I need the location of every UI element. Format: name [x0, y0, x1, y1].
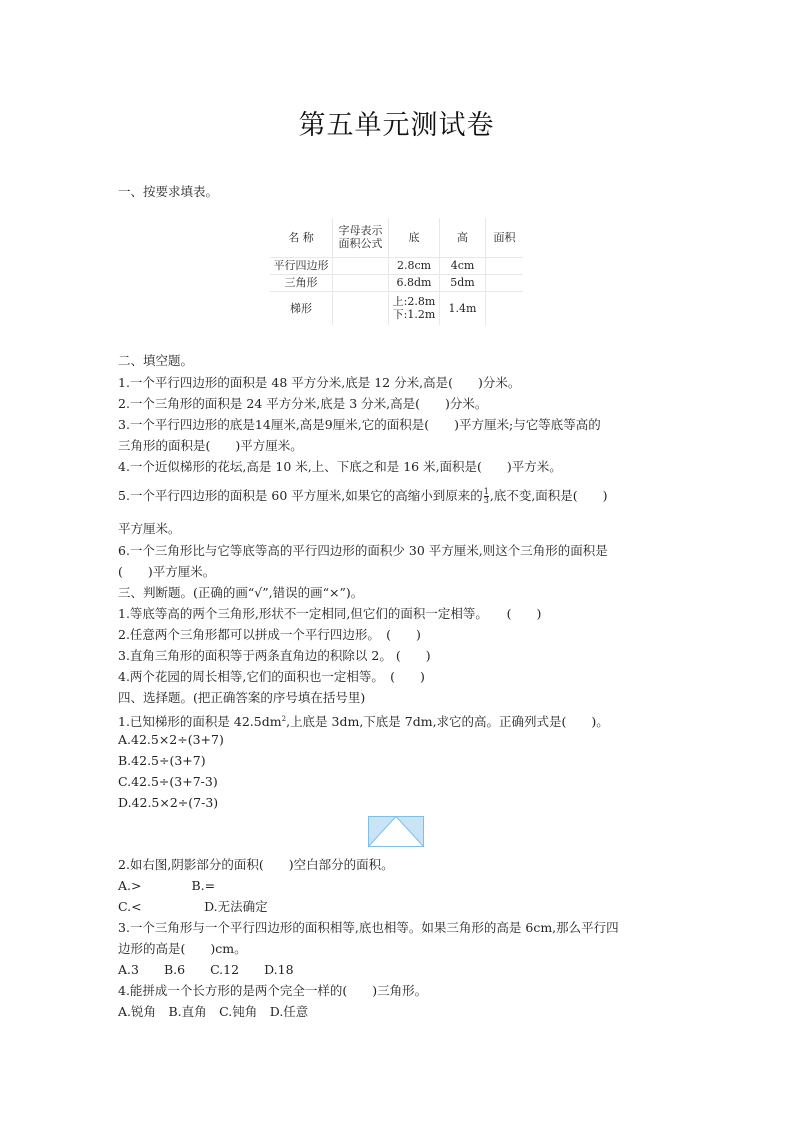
choice-q1-option-d: D.42.5×2÷(7-3): [118, 795, 219, 810]
shaded-rectangle-diagram: [368, 816, 424, 847]
row-formula: [333, 291, 389, 325]
header-name: 名 称: [270, 218, 333, 257]
choice-q1: [118, 711, 609, 730]
fill-table: [270, 218, 523, 325]
section4-heading: 四、选择题。(把正确答案的序号填在括号里): [118, 690, 366, 705]
row-area: [486, 274, 524, 291]
judge-q1: 1.等底等高的两个三角形,形状不一定相同,但它们的面积一定相等。 ( ): [118, 606, 542, 621]
fill-q5-line2: 平方厘米。: [118, 521, 181, 536]
header-formula: [333, 218, 389, 257]
choice-q2-options-cd: C.< D.无法确定: [118, 899, 268, 914]
choice-q1-text-after: ,上底是 3dm,下底是 7dm,求它的高。正确列式是( )。: [286, 714, 609, 730]
header-formula-line2: 面积公式: [338, 237, 383, 251]
choice-q1-option-b: B.42.5÷(3+7): [118, 753, 206, 768]
row-name: 三角形: [270, 274, 333, 291]
fill-q2: 2.一个三角形的面积是 24 平方分米,底是 3 分米,高是( )分米。: [118, 396, 488, 411]
fill-q5-line1: [118, 488, 608, 505]
choice-q3-line2: 边形的高是( )cm。: [118, 941, 247, 956]
row-height: 1.4m: [440, 291, 486, 325]
section1-heading: 一、按要求填表。: [118, 184, 219, 199]
row-area: [486, 257, 524, 274]
row-base: 6.8dm: [389, 274, 440, 291]
section3-heading: 三、判断题。(正确的画“√”,错误的画“×”)。: [118, 585, 364, 600]
header-formula-line1: 字母表示: [338, 224, 383, 238]
fill-q5-text-before: 5.一个平行四边形的面积是 60 平方厘米,如果它的高缩小到原来的: [118, 488, 483, 503]
fill-q4: 4.一个近似梯形的花坛,高是 10 米,上、下底之和是 16 米,面积是( )平方米。: [118, 459, 562, 474]
choice-q2: 2.如右图,阴影部分的面积( )空白部分的面积。: [118, 857, 394, 872]
choice-q1-superscript: 2: [281, 715, 287, 723]
fill-q3-line1: 3.一个平行四边形的底是14厘米,高是9厘米,它的面积是( )平方厘米;与它等底等高的: [118, 417, 601, 432]
choice-q1-option-a: A.42.5×2÷(3+7): [118, 732, 224, 747]
row-base-bottom: 下:1.2m: [392, 308, 436, 322]
choice-q4-options: A.锐角 B.直角 C.钝角 D.任意: [118, 1004, 309, 1019]
fraction-numerator: 1: [483, 487, 489, 496]
row-formula: [333, 274, 389, 291]
choice-q3-options: A.3 B.6 C.12 D.18: [118, 962, 294, 977]
fill-q6-line1: 6.一个三角形比与它等底等高的平行四边形的面积少 30 平方厘米,则这个三角形的面积是: [118, 543, 608, 558]
row-base-top: 上:2.8m: [392, 295, 436, 309]
row-height: 4cm: [440, 257, 486, 274]
row-height: 5dm: [440, 274, 486, 291]
row-formula: [333, 257, 389, 274]
row-base: 2.8cm: [389, 257, 440, 274]
fill-q3-line2: 三角形的面积是( )平方厘米。: [118, 438, 303, 453]
choice-q1-text-before: 1.已知梯形的面积是 42.5dm: [118, 714, 282, 730]
row-base: [389, 291, 440, 325]
choice-q3-line1: 3.一个三角形与一个平行四边形的面积相等,底也相等。如果三角形的高是 6cm,那么平行四: [118, 920, 619, 935]
header-area: 面积: [486, 218, 524, 257]
section2-heading: 二、填空题。: [118, 353, 194, 368]
fill-q1: 1.一个平行四边形的面积是 48 平方分米,底是 12 分米,高是( )分米。: [118, 375, 521, 390]
header-height: 高: [440, 218, 486, 257]
row-name: 梯形: [270, 291, 333, 325]
judge-q4: 4.两个花园的周长相等,它们的面积也一定相等。 ( ): [118, 669, 425, 684]
fill-q5-text-after: ,底不变,面积是( ): [489, 488, 608, 503]
fraction-denominator: 3: [483, 496, 489, 505]
judge-q2: 2.任意两个三角形都可以拼成一个平行四边形。 ( ): [118, 627, 421, 642]
choice-q1-option-c: C.42.5÷(3+7-3): [118, 774, 218, 789]
row-area: [486, 291, 524, 325]
row-name: 平行四边形: [270, 257, 333, 274]
judge-q3: 3.直角三角形的面积等于两条直角边的积除以 2。 ( ): [118, 648, 431, 663]
choice-q4: 4.能拼成一个长方形的是两个完全一样的( )三角形。: [118, 983, 428, 998]
page-title: 第五单元测试卷: [298, 110, 495, 141]
fill-q6-line2: ( )平方厘米。: [118, 564, 216, 579]
choice-q2-options-ab: A.> B.=: [118, 878, 216, 893]
header-base: 底: [389, 218, 440, 257]
one-third-fraction: [484, 488, 489, 505]
